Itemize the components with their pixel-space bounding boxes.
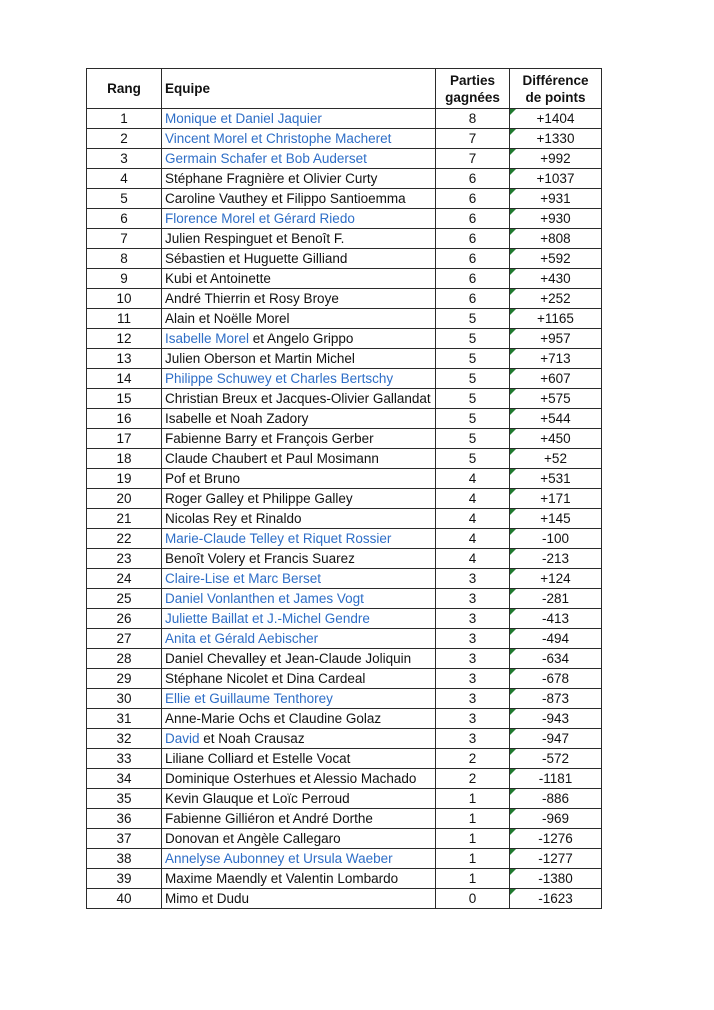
team-cell: [162, 169, 436, 189]
rank-cell: 11: [87, 309, 162, 329]
diff-cell: +931: [510, 189, 602, 209]
ranking-table: [86, 68, 602, 909]
wins-cell: 6: [436, 209, 510, 229]
table-row: [87, 629, 602, 649]
diff-cell: +252: [510, 289, 602, 309]
table-row: [87, 169, 602, 189]
rank-cell: 4: [87, 169, 162, 189]
rank-cell: 33: [87, 749, 162, 769]
rank-cell: 39: [87, 869, 162, 889]
rank-cell: 24: [87, 569, 162, 589]
wins-cell: 6: [436, 249, 510, 269]
team-cell: [162, 709, 436, 729]
rank-cell: 25: [87, 589, 162, 609]
table-row: [87, 829, 602, 849]
team-cell: [162, 489, 436, 509]
team-cell: [162, 229, 436, 249]
team-cell: [162, 609, 436, 629]
table-row: [87, 469, 602, 489]
team-cell: [162, 349, 436, 369]
rank-cell: 14: [87, 369, 162, 389]
team-cell: [162, 649, 436, 669]
wins-cell: 6: [436, 189, 510, 209]
wins-cell: 6: [436, 169, 510, 189]
team-name-primary: Alain et Noëlle Morel: [165, 311, 290, 326]
table-row: [87, 769, 602, 789]
rank-cell: 6: [87, 209, 162, 229]
wins-cell: 3: [436, 669, 510, 689]
team-name-primary: Claude Chaubert et Paul Mosimann: [165, 451, 379, 466]
rank-cell: 16: [87, 409, 162, 429]
wins-cell: 4: [436, 529, 510, 549]
diff-cell: +713: [510, 349, 602, 369]
rank-cell: 22: [87, 529, 162, 549]
rank-cell: 3: [87, 149, 162, 169]
rank-cell: 10: [87, 289, 162, 309]
rank-cell: 32: [87, 729, 162, 749]
wins-cell: 7: [436, 149, 510, 169]
rank-cell: 31: [87, 709, 162, 729]
rank-cell: 38: [87, 849, 162, 869]
diff-cell: +1330: [510, 129, 602, 149]
rank-cell: 9: [87, 269, 162, 289]
team-cell: [162, 149, 436, 169]
diff-cell: +145: [510, 509, 602, 529]
rank-cell: 28: [87, 649, 162, 669]
wins-cell: 1: [436, 829, 510, 849]
wins-cell: 4: [436, 509, 510, 529]
rank-cell: 20: [87, 489, 162, 509]
team-cell: [162, 789, 436, 809]
team-cell: [162, 269, 436, 289]
table-row: [87, 149, 602, 169]
team-name-primary: Benoît Volery et Francis Suarez: [165, 551, 355, 566]
team-header: Equipe: [162, 69, 436, 109]
diff-cell: +52: [510, 449, 602, 469]
wins-cell: 8: [436, 109, 510, 129]
diff-cell: -100: [510, 529, 602, 549]
team-cell: [162, 469, 436, 489]
team-name-primary: Ellie et Guillaume Tenthorey: [165, 691, 333, 706]
team-name-primary: Marie-Claude Telley et Riquet Rossier: [165, 531, 392, 546]
team-cell: [162, 589, 436, 609]
wins-cell: 1: [436, 849, 510, 869]
team-name-primary: Kubi et Antoinette: [165, 271, 271, 286]
diff-cell: -886: [510, 789, 602, 809]
diff-cell: +930: [510, 209, 602, 229]
team-cell: [162, 249, 436, 269]
team-cell: [162, 749, 436, 769]
team-cell: [162, 869, 436, 889]
team-name-primary: Liliane Colliard et Estelle Vocat: [165, 751, 351, 766]
diff-cell: -1277: [510, 849, 602, 869]
diff-cell: +1404: [510, 109, 602, 129]
rank-cell: 19: [87, 469, 162, 489]
table-row: [87, 589, 602, 609]
team-name-primary: Daniel Vonlanthen et James Vogt: [165, 591, 364, 606]
diff-cell: +607: [510, 369, 602, 389]
team-cell: [162, 369, 436, 389]
table-row: [87, 569, 602, 589]
team-name-primary: Roger Galley et Philippe Galley: [165, 491, 353, 506]
team-name-primary: Maxime Maendly et Valentin Lombardo: [165, 871, 399, 886]
diff-cell: -281: [510, 589, 602, 609]
team-name-primary: Isabelle Morel: [165, 331, 250, 346]
team-cell: [162, 769, 436, 789]
table-row: [87, 549, 602, 569]
team-cell: [162, 429, 436, 449]
table-row: [87, 749, 602, 769]
table-row: [87, 449, 602, 469]
team-name-primary: Mimo et Dudu: [165, 891, 250, 906]
team-name-primary: Anita et Gérald Aebischer: [165, 631, 319, 646]
team-name-primary: Nicolas Rey et Rinaldo: [165, 511, 302, 526]
team-name-primary: Sébastien et Huguette Gilliand: [165, 251, 348, 266]
team-name-primary: Annelyse Aubonney et Ursula Waeber: [165, 851, 393, 866]
team-name-primary: David: [165, 731, 200, 746]
team-cell: [162, 629, 436, 649]
wins-cell: 3: [436, 609, 510, 629]
table-row: [87, 389, 602, 409]
rank-header: Rang: [87, 69, 162, 109]
rank-cell: 13: [87, 349, 162, 369]
rank-cell: 37: [87, 829, 162, 849]
wins-cell: 5: [436, 409, 510, 429]
wins-header-line1: Parties: [449, 72, 496, 88]
team-cell: [162, 549, 436, 569]
rank-cell: 21: [87, 509, 162, 529]
rank-cell: 26: [87, 609, 162, 629]
team-cell: [162, 129, 436, 149]
table-row: [87, 489, 602, 509]
rank-cell: 30: [87, 689, 162, 709]
team-name-primary: André Thierrin et Rosy Broye: [165, 291, 339, 306]
diff-cell: -213: [510, 549, 602, 569]
rank-cell: 17: [87, 429, 162, 449]
table-row: [87, 189, 602, 209]
team-cell: [162, 849, 436, 869]
diff-cell: -943: [510, 709, 602, 729]
rank-cell: 15: [87, 389, 162, 409]
table-row: [87, 409, 602, 429]
rank-cell: 2: [87, 129, 162, 149]
diff-cell: -947: [510, 729, 602, 749]
team-name-primary: Dominique Osterhues et Alessio Machado: [165, 771, 417, 786]
diff-cell: -873: [510, 689, 602, 709]
diff-cell: -1623: [510, 889, 602, 909]
table-row: [87, 709, 602, 729]
wins-cell: 2: [436, 769, 510, 789]
diff-cell: +124: [510, 569, 602, 589]
team-name-primary: Daniel Chevalley et Jean-Claude Joliquin: [165, 651, 412, 666]
team-cell: [162, 289, 436, 309]
team-name-primary: Caroline Vauthey et Filippo Santioemma: [165, 191, 406, 206]
diff-cell: -1181: [510, 769, 602, 789]
rank-cell: 34: [87, 769, 162, 789]
wins-cell: 3: [436, 569, 510, 589]
rank-cell: 35: [87, 789, 162, 809]
team-name-primary: Fabienne Barry et François Gerber: [165, 431, 374, 446]
team-cell: [162, 389, 436, 409]
rank-cell: 18: [87, 449, 162, 469]
diff-cell: +171: [510, 489, 602, 509]
team-name-primary: Fabienne Gilliéron et André Dorthe: [165, 811, 373, 826]
table-row: [87, 689, 602, 709]
table-row: [87, 369, 602, 389]
diff-cell: +531: [510, 469, 602, 489]
team-cell: [162, 509, 436, 529]
table-row: [87, 649, 602, 669]
wins-cell: 5: [436, 329, 510, 349]
rank-cell: 8: [87, 249, 162, 269]
table-row: [87, 249, 602, 269]
wins-cell: 0: [436, 889, 510, 909]
rank-cell: 36: [87, 809, 162, 829]
team-name-primary: Claire-Lise et Marc Berset: [165, 571, 322, 586]
team-cell: [162, 189, 436, 209]
diff-cell: +808: [510, 229, 602, 249]
wins-cell: 3: [436, 649, 510, 669]
diff-cell: -413: [510, 609, 602, 629]
rank-cell: 5: [87, 189, 162, 209]
team-name-primary: Germain Schafer et Bob Auderset: [165, 151, 367, 166]
table-row: [87, 309, 602, 329]
diff-cell: -572: [510, 749, 602, 769]
table-row: [87, 849, 602, 869]
table-row: [87, 669, 602, 689]
diff-cell: +592: [510, 249, 602, 269]
diff-cell: -969: [510, 809, 602, 829]
team-name-primary: Stéphane Fragnière et Olivier Curty: [165, 171, 378, 186]
table-row: [87, 789, 602, 809]
wins-cell: 4: [436, 549, 510, 569]
wins-cell: 3: [436, 589, 510, 609]
wins-cell: 4: [436, 489, 510, 509]
diff-cell: -678: [510, 669, 602, 689]
team-cell: [162, 889, 436, 909]
team-name-primary: Stéphane Nicolet et Dina Cardeal: [165, 671, 366, 686]
diff-cell: +544: [510, 409, 602, 429]
wins-cell: 3: [436, 629, 510, 649]
team-name-primary: Christian Breux et Jacques-Olivier Gallandat: [165, 391, 431, 406]
team-name-secondary: et Noah Crausaz: [199, 731, 305, 746]
table-row: [87, 509, 602, 529]
diff-cell: +430: [510, 269, 602, 289]
wins-cell: 1: [436, 789, 510, 809]
team-name-primary: Donovan et Angèle Callegaro: [165, 831, 341, 846]
diff-cell: +957: [510, 329, 602, 349]
table-row: [87, 349, 602, 369]
team-name-primary: Julien Oberson et Martin Michel: [165, 351, 355, 366]
rank-cell: 7: [87, 229, 162, 249]
wins-cell: 6: [436, 289, 510, 309]
diff-header-line2: de points: [525, 89, 586, 105]
team-cell: [162, 449, 436, 469]
wins-cell: 2: [436, 749, 510, 769]
table-row: [87, 269, 602, 289]
rank-cell: 29: [87, 669, 162, 689]
team-cell: [162, 829, 436, 849]
table-row: [87, 109, 602, 129]
wins-cell: 5: [436, 309, 510, 329]
team-name-primary: Anne-Marie Ochs et Claudine Golaz: [165, 711, 382, 726]
diff-cell: +1037: [510, 169, 602, 189]
team-name-primary: Julien Respinguet et Benoît F.: [165, 231, 345, 246]
team-cell: [162, 809, 436, 829]
team-cell: [162, 209, 436, 229]
diff-cell: +450: [510, 429, 602, 449]
rank-cell: 23: [87, 549, 162, 569]
wins-cell: 5: [436, 349, 510, 369]
table-row: [87, 329, 602, 349]
table-row: [87, 289, 602, 309]
table-row: [87, 529, 602, 549]
diff-cell: +1165: [510, 309, 602, 329]
wins-cell: 6: [436, 269, 510, 289]
diff-header-line1: Différence: [522, 72, 589, 88]
team-name-primary: Philippe Schuwey et Charles Bertschy: [165, 371, 394, 386]
wins-cell: 5: [436, 429, 510, 449]
team-name-secondary: et Angelo Grippo: [249, 331, 354, 346]
table-row: [87, 609, 602, 629]
team-name-primary: Vincent Morel et Christophe Macheret: [165, 131, 392, 146]
wins-cell: 3: [436, 689, 510, 709]
team-name-primary: Monique et Daniel Jaquier: [165, 111, 322, 126]
team-cell: [162, 309, 436, 329]
wins-cell: 6: [436, 229, 510, 249]
team-name-primary: Isabelle et Noah Zadory: [165, 411, 309, 426]
diff-header: [510, 69, 602, 109]
team-cell: [162, 329, 436, 349]
table-row: [87, 889, 602, 909]
team-cell: [162, 409, 436, 429]
diff-cell: -1276: [510, 829, 602, 849]
wins-cell: 5: [436, 389, 510, 409]
rank-cell: 1: [87, 109, 162, 129]
rank-cell: 27: [87, 629, 162, 649]
wins-cell: 3: [436, 729, 510, 749]
table-row: [87, 129, 602, 149]
team-cell: [162, 109, 436, 129]
wins-cell: 5: [436, 369, 510, 389]
wins-cell: 1: [436, 809, 510, 829]
diff-cell: -494: [510, 629, 602, 649]
team-name-primary: Florence Morel et Gérard Riedo: [165, 211, 355, 226]
rank-cell: 40: [87, 889, 162, 909]
diff-cell: -634: [510, 649, 602, 669]
table-row: [87, 809, 602, 829]
wins-cell: 4: [436, 469, 510, 489]
table-row: [87, 729, 602, 749]
diff-cell: +575: [510, 389, 602, 409]
wins-cell: 7: [436, 129, 510, 149]
team-name-primary: Juliette Baillat et J.-Michel Gendre: [165, 611, 370, 626]
table-row: [87, 429, 602, 449]
header-row: [87, 69, 602, 109]
wins-header-line2: gagnées: [445, 89, 500, 105]
diff-cell: -1380: [510, 869, 602, 889]
wins-cell: 3: [436, 709, 510, 729]
team-cell: [162, 569, 436, 589]
team-cell: [162, 729, 436, 749]
rank-cell: 12: [87, 329, 162, 349]
table-row: [87, 209, 602, 229]
table-row: [87, 869, 602, 889]
wins-cell: 5: [436, 449, 510, 469]
diff-cell: +992: [510, 149, 602, 169]
team-cell: [162, 669, 436, 689]
table-row: [87, 229, 602, 249]
team-name-primary: Kevin Glauque et Loïc Perroud: [165, 791, 350, 806]
wins-header: [436, 69, 510, 109]
team-cell: [162, 529, 436, 549]
wins-cell: 1: [436, 869, 510, 889]
team-name-primary: Pof et Bruno: [165, 471, 241, 486]
team-cell: [162, 689, 436, 709]
